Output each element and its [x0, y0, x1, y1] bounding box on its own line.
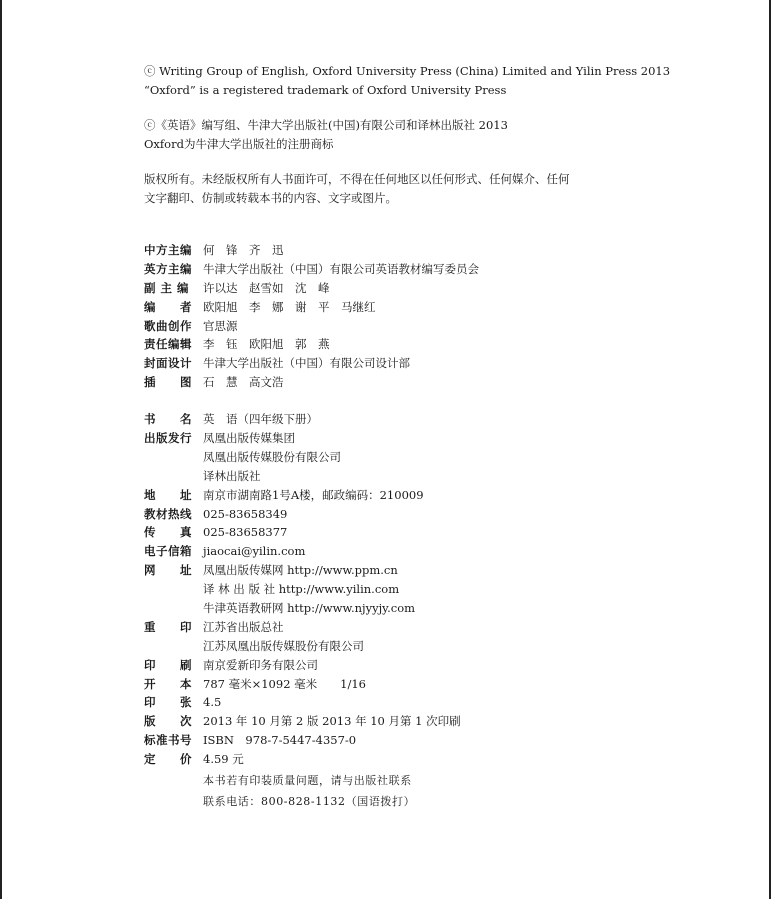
- credit-value: 李 钰 欧阳旭 郭 燕: [203, 337, 330, 352]
- credit-row: [144, 467, 479, 486]
- credit-value: 译林出版社: [203, 468, 261, 483]
- notice-line: 本书若有印装质量问题，请与出版社联系: [203, 774, 412, 787]
- quality-notice: [203, 770, 415, 812]
- credit-value: 凤凰出版传媒集团: [203, 431, 295, 446]
- credit-row: [144, 523, 479, 542]
- credit-row: [144, 279, 479, 298]
- credit-value: 江苏凤凰出版传媒股份有限公司: [203, 638, 364, 653]
- copyright-line-cn: ⓒ《英语》编写组、牛津大学出版社(中国)有限公司和译林出版社 2013: [144, 118, 508, 132]
- credit-label: 出版发行: [144, 431, 192, 446]
- editorial-credits: [144, 241, 479, 392]
- credit-value: 南京市湖南路1号A楼，邮政编码：210009: [203, 487, 424, 502]
- credit-row: [144, 731, 479, 750]
- credit-label: [144, 599, 203, 618]
- credit-value: jiaocai@yilin.com: [203, 544, 306, 559]
- credit-label: 编 者: [144, 299, 192, 314]
- credit-label: 印 张: [144, 695, 192, 710]
- credit-value: 英 语（四年级下册）: [203, 412, 318, 427]
- trademark-line: “Oxford” is a registered trademark of Oxford University Press: [144, 83, 507, 97]
- rights-line: 文字翻印、仿制或转载本书的内容、文字或图片。: [144, 191, 397, 205]
- credit-label: 版 次: [144, 714, 192, 729]
- credit-value: 何 锋 齐 迅: [203, 243, 284, 257]
- credit-row: [144, 448, 479, 467]
- credit-value: 787 毫米×1092 毫米 1/16: [203, 676, 366, 691]
- copyright-line: ⓒ Writing Group of English, Oxford University Press (China) Limited and Yilin Press 2013: [144, 64, 671, 78]
- credit-label: [144, 448, 203, 467]
- rights-statement: [144, 170, 570, 208]
- credit-value: 牛津大学出版社（中国）有限公司英语教材编写委员会: [203, 261, 479, 276]
- credit-row: [144, 505, 479, 524]
- credit-label: 书 名: [144, 412, 192, 427]
- credit-row: [144, 750, 479, 769]
- credit-label: [144, 467, 203, 486]
- credit-row: [144, 410, 479, 429]
- credit-row: [144, 298, 479, 317]
- credit-value: 牛津大学出版社（中国）有限公司设计部: [203, 356, 410, 371]
- credit-value: 牛津英语教研网 http://www.njyyjy.com: [203, 601, 416, 616]
- credit-row: [144, 317, 479, 336]
- credit-label: 歌曲创作: [144, 318, 192, 333]
- credit-value: 4.5: [203, 695, 222, 710]
- credit-value: 官思源: [203, 318, 238, 333]
- credit-label: 地 址: [144, 487, 192, 502]
- credit-label: 重 印: [144, 619, 192, 634]
- credit-row: [144, 486, 479, 505]
- publication-details: [144, 410, 479, 769]
- credit-row: [144, 712, 479, 731]
- credit-value: 许以达 赵雪如 沈 峰: [203, 280, 330, 295]
- credit-label: 定 价: [144, 752, 192, 767]
- contact-phone-line: 联系电话：800-828-1132（国语拨打）: [203, 795, 416, 808]
- credit-row: [144, 335, 479, 354]
- credit-value: ISBN 978-7-5447-4357-0: [203, 733, 357, 748]
- copyright-chinese: [144, 116, 508, 154]
- credit-row: [144, 354, 479, 373]
- credit-value: 025-83658349: [203, 506, 288, 521]
- credit-row: [144, 675, 479, 694]
- rights-line: 版权所有。未经版权所有人书面许可，不得在任何地区以任何形式、任何媒介、任何: [144, 172, 570, 186]
- credit-row: [144, 618, 479, 637]
- section-spacer: [144, 392, 479, 410]
- credit-value: 译 林 出 版 社 http://www.yilin.com: [203, 582, 400, 597]
- credit-label: 电子信箱: [144, 544, 192, 559]
- credit-label: [144, 580, 203, 599]
- credit-label: 副 主 编: [144, 280, 190, 295]
- credit-label: 网 址: [144, 563, 192, 578]
- credit-value: 江苏省出版总社: [203, 619, 284, 634]
- credit-value: 凤凰出版传媒网 http://www.ppm.cn: [203, 563, 398, 578]
- credit-label: 教材热线: [144, 506, 192, 521]
- copyright-english: [144, 62, 670, 100]
- left-border: [0, 0, 2, 899]
- credit-label: 插 图: [144, 375, 192, 390]
- credit-row: [144, 373, 479, 392]
- credit-row: [144, 580, 479, 599]
- credit-row: [144, 429, 479, 448]
- credit-label: [144, 637, 203, 656]
- credit-row: [144, 693, 479, 712]
- credit-row: [144, 599, 479, 618]
- credit-row: [144, 260, 479, 279]
- credit-label: 传 真: [144, 525, 192, 540]
- credits-list: [144, 241, 479, 769]
- trademark-line-cn: Oxford为牛津大学出版社的注册商标: [144, 137, 334, 151]
- credit-value: 025-83658377: [203, 525, 288, 540]
- credit-value: 石 慧 高文浩: [203, 375, 284, 390]
- credit-value: 4.59 元: [203, 752, 244, 767]
- credit-label: 开 本: [144, 676, 192, 691]
- credit-value: 南京爱新印务有限公司: [203, 657, 318, 672]
- credit-label: 印 刷: [144, 657, 192, 672]
- credit-row: [144, 656, 479, 675]
- credit-row: [144, 637, 479, 656]
- credit-row: [144, 241, 479, 260]
- right-border: [769, 0, 771, 899]
- credit-value: 欧阳旭 李 娜 谢 平 马继红: [203, 299, 376, 314]
- credit-label: 封面设计: [144, 356, 192, 371]
- credit-label: 标准书号: [144, 733, 192, 748]
- credit-label: 英方主编: [144, 261, 192, 276]
- credit-row: [144, 561, 479, 580]
- credit-value: 凤凰出版传媒股份有限公司: [203, 449, 341, 464]
- credit-value: 2013 年 10 月第 2 版 2013 年 10 月第 1 次印刷: [203, 714, 461, 729]
- credit-label: 责任编辑: [144, 337, 192, 352]
- credit-row: [144, 542, 479, 561]
- credit-label: 中方主编: [144, 243, 192, 257]
